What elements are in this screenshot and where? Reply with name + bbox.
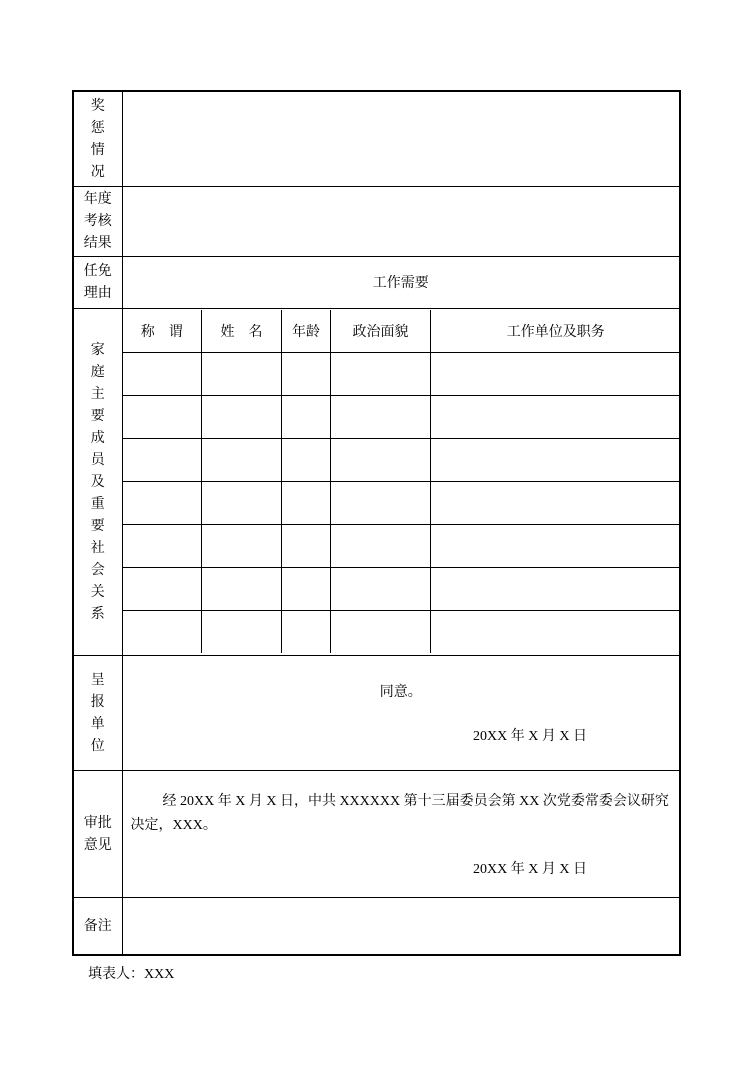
family-cell-name[interactable] [202, 525, 282, 568]
family-cell-work-unit[interactable] [431, 482, 681, 525]
family-cell-name[interactable] [202, 396, 282, 439]
reason-label: 任免理由 [83, 263, 112, 301]
family-cell-political-status[interactable] [331, 611, 431, 654]
reporting-unit-content [122, 655, 680, 770]
family-cell-age[interactable] [282, 396, 331, 439]
rewards-row [73, 91, 680, 186]
family-cell-work-unit[interactable] [431, 525, 681, 568]
family-cell-name[interactable] [202, 611, 282, 654]
family-cell-name[interactable] [202, 482, 282, 525]
reporting-unit-label: 呈报单位 [90, 671, 105, 754]
family-cell-age[interactable] [282, 611, 331, 654]
family-cell-political-status[interactable] [331, 396, 431, 439]
reporting-unit-opinion[interactable]: 同意。 [379, 683, 422, 700]
family-cell-relation[interactable] [123, 525, 202, 568]
header-name: 姓 名 [202, 310, 282, 353]
family-cell-political-status[interactable] [331, 353, 431, 396]
reason-row [73, 256, 680, 308]
family-cell-work-unit[interactable] [431, 568, 681, 611]
assessment-label: 年度考核结果 [83, 191, 112, 251]
family-member-row [123, 525, 681, 568]
family-member-row [123, 396, 681, 439]
family-cell-relation[interactable] [123, 568, 202, 611]
family-member-row [123, 568, 681, 611]
reporting-unit-label-cell [73, 655, 122, 770]
approval-text[interactable]: 经 20XX 年 X 月 X 日，中共 XXXXXX 第十三届委员会第 XX 次党委常委会议研究决定，XXX。 [130, 793, 669, 833]
appointment-form [72, 90, 679, 956]
family-member-row [123, 611, 681, 654]
assessment-row [73, 186, 680, 256]
approval-date: 20XX 年 X 月 X 日 [473, 861, 587, 877]
reporting-unit-date: 20XX 年 X 月 X 日 [473, 728, 587, 744]
remarks-label: 备注 [83, 917, 112, 934]
family-table-cell [122, 308, 680, 655]
approval-label: 审批意见 [83, 814, 112, 853]
approval-row [73, 770, 680, 897]
assessment-value[interactable] [122, 186, 680, 256]
rewards-value[interactable] [122, 91, 680, 186]
family-cell-age[interactable] [282, 525, 331, 568]
family-cell-political-status[interactable] [331, 482, 431, 525]
header-political-status: 政治面貌 [331, 310, 431, 353]
family-cell-age[interactable] [282, 568, 331, 611]
rewards-label: 奖惩情况 [90, 97, 105, 180]
rewards-label-cell [73, 91, 122, 186]
family-cell-work-unit[interactable] [431, 611, 681, 654]
header-work-unit: 工作单位及职务 [431, 310, 681, 353]
reason-label-cell [73, 256, 122, 308]
reporting-unit-row [73, 655, 680, 770]
family-cell-name[interactable] [202, 439, 282, 482]
remarks-value[interactable] [122, 897, 680, 955]
family-cell-political-status[interactable] [331, 568, 431, 611]
family-row [73, 308, 680, 655]
family-cell-relation[interactable] [123, 482, 202, 525]
family-cell-relation[interactable] [123, 396, 202, 439]
family-cell-name[interactable] [202, 568, 282, 611]
family-cell-work-unit[interactable] [431, 439, 681, 482]
family-cell-political-status[interactable] [331, 525, 431, 568]
reason-value[interactable]: 工作需要 [122, 256, 680, 308]
family-cell-name[interactable] [202, 353, 282, 396]
family-cell-age[interactable] [282, 353, 331, 396]
family-cell-age[interactable] [282, 482, 331, 525]
remarks-row [73, 897, 680, 955]
approval-label-cell [73, 770, 122, 897]
family-cell-work-unit[interactable] [431, 353, 681, 396]
header-relation: 称 谓 [123, 310, 202, 353]
family-cell-age[interactable] [282, 439, 331, 482]
family-label: 家庭主要成员及重要社会关系 [90, 341, 105, 622]
family-label-cell [73, 308, 122, 655]
form-table [72, 90, 681, 956]
family-cell-work-unit[interactable] [431, 396, 681, 439]
family-members-table [123, 310, 681, 653]
family-cell-political-status[interactable] [331, 439, 431, 482]
family-cell-relation[interactable] [123, 353, 202, 396]
form-filler: 填表人：XXX [88, 967, 175, 982]
family-header-row [123, 310, 681, 353]
family-member-row [123, 482, 681, 525]
remarks-label-cell [73, 897, 122, 955]
assessment-label-cell [73, 186, 122, 256]
approval-content [122, 770, 680, 897]
family-member-row [123, 353, 681, 396]
family-member-row [123, 439, 681, 482]
family-cell-relation[interactable] [123, 439, 202, 482]
family-cell-relation[interactable] [123, 611, 202, 654]
header-age: 年龄 [282, 310, 331, 353]
